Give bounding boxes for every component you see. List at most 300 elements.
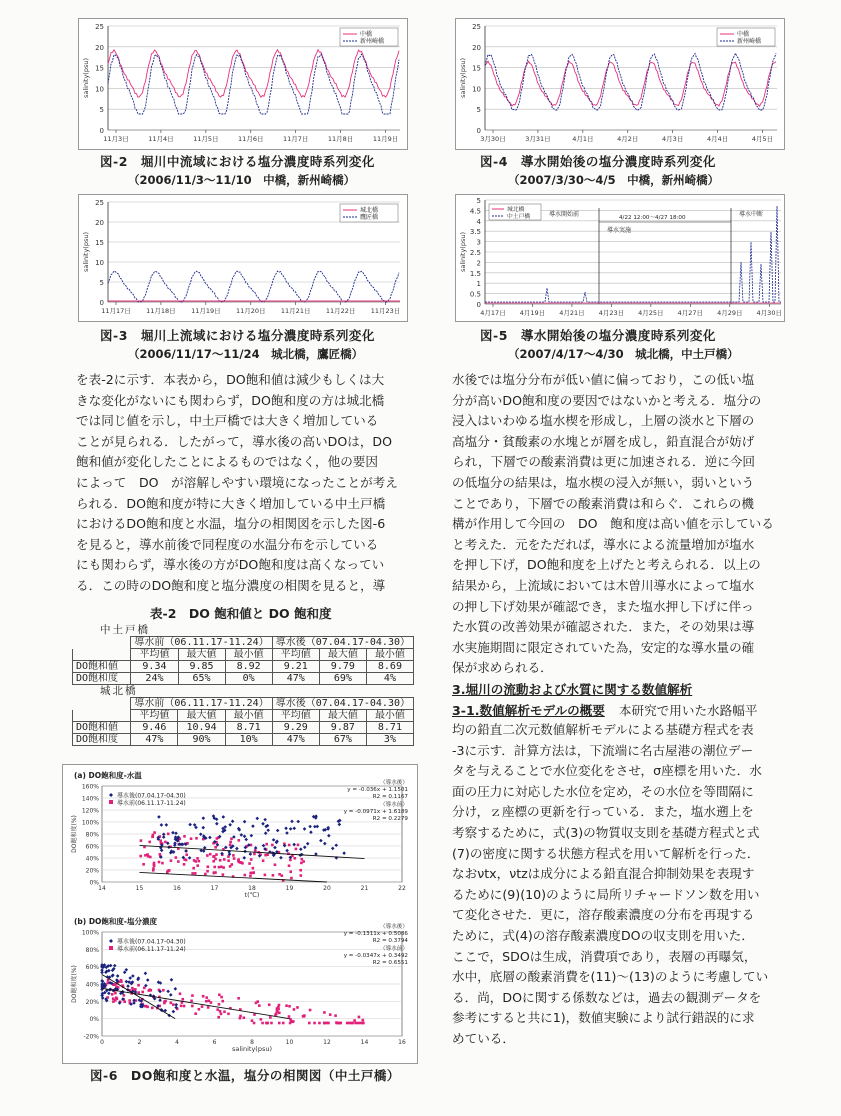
y-axis-label: salinity(psu) [459, 57, 467, 99]
scatter-point-before [350, 1022, 353, 1025]
scatter-point-before [163, 1000, 166, 1003]
y-tick-label: 4.5 [469, 207, 481, 216]
scatter-point-before [214, 846, 217, 849]
period-after: 導水後（07.04.17-04.30） [272, 637, 413, 649]
scatter-point-before [170, 859, 173, 862]
table-cell: 8.69 [366, 661, 413, 673]
scatter-point-before [195, 860, 198, 863]
row-label: DO飽和値 [73, 661, 131, 673]
table-cell: 8.92 [225, 661, 272, 673]
scatter-point-before [191, 994, 194, 997]
scatter-point-before [219, 1010, 222, 1013]
table-cell: 9.29 [272, 722, 319, 734]
x-tick-label: 11月3日 [103, 135, 129, 143]
scatter-point-before [162, 989, 165, 992]
scatter-point-before [276, 1007, 279, 1010]
legend-label: 導水後(07.04.17-04.30) [117, 792, 186, 800]
y-tick-label: 5 [99, 106, 104, 115]
y-tick-label: 120% [81, 807, 99, 815]
x-tick-label: 4月5日 [751, 135, 774, 143]
scatter-point-before [309, 1009, 312, 1012]
scatter-point-before [354, 1022, 357, 1025]
table-cell: 10% [225, 734, 272, 746]
figure-3-chart [78, 194, 408, 322]
x-tick-label: 15 [135, 885, 144, 892]
scatter-point-before [254, 849, 257, 852]
right-body-text-1 [452, 370, 800, 679]
scatter-point-before [271, 844, 274, 847]
scatter-point-before [116, 997, 119, 1000]
right-body-2-line: て変化させた．更に，溶存酸素濃度の分布を再現する [452, 907, 755, 923]
scatter-point-before [111, 993, 114, 996]
x-tick-label: 4月17日 [480, 309, 506, 317]
row-label: DO飽和値 [73, 722, 131, 734]
table-2-title: 表-2 DO 飽和値と DO 飽和度 [150, 606, 332, 621]
scatter-point-before [237, 997, 240, 1000]
section-3-1-first-line: 本研究で用いた水路幅平 [618, 703, 758, 718]
scatter-point-before [164, 841, 167, 844]
left-body-line: ことが見られる．したがって，導水後の高いDOは，DO [76, 433, 393, 449]
scatter-point-before [139, 855, 142, 858]
scatter-point-before [213, 871, 216, 874]
scatter-point-before [282, 1022, 285, 1025]
table-site-name: 城北橋 [100, 685, 138, 697]
y-tick-label: 3 [476, 238, 481, 247]
scatter-point-before [265, 843, 268, 846]
y-tick-label: 80% [85, 831, 99, 839]
figure-2-chart [78, 18, 408, 150]
right-body-1-line: 分が高いDO飽和度の要因ではないかと考える．塩分の [452, 392, 762, 408]
scatter-point-before [143, 987, 146, 990]
right-body-2-line: ここで，SDOは生成，消費項であり，表層の再曝気， [452, 948, 757, 964]
scatter-point-before [291, 1020, 294, 1023]
left-body-line: にも関わらず，導水後の方がDO飽和度は高くなってい [76, 557, 385, 573]
y-axis-label: DO飽和度(%) [71, 965, 78, 1003]
scatter-point-before [153, 862, 156, 865]
scatter-point-before [159, 839, 162, 842]
equation-before: y = -0.0971x + 1.6189 [343, 809, 408, 815]
scatter-point-before [195, 837, 198, 840]
scatter-point-before [252, 871, 255, 874]
equation-label-before: （導水前） [380, 946, 408, 952]
scatter-point-before [177, 860, 180, 863]
figure-4-caption: 図-4 導水開始後の塩分濃度時系列変化 [480, 154, 716, 169]
x-tick-label: 19 [285, 885, 294, 892]
scatter-point-before [303, 1015, 306, 1018]
figure-3-svg [78, 194, 408, 322]
scatter-point-before [179, 992, 182, 995]
x-tick-label: 11月17日 [101, 307, 131, 315]
scatter-point-before [290, 877, 293, 880]
x-tick-label: 20 [323, 885, 331, 892]
legend-label: 導水前(06.11.17-11.24) [117, 800, 186, 807]
y-tick-label: 2.5 [469, 249, 481, 257]
x-tick-label: 3月30日 [480, 135, 506, 143]
x-tick-label: 4月30日 [756, 309, 782, 317]
legend-label: 新州崎橋 [737, 38, 762, 45]
y-tick-label: 15 [95, 64, 104, 73]
x-tick-label: 0 [100, 1039, 104, 1046]
equation-label-before: （導水前） [380, 802, 408, 808]
column-header: 最大値 [319, 649, 366, 661]
section-3-heading: 3.堀川の流動および水質に関する数値解析 [452, 682, 693, 697]
scatter-point-before [229, 865, 232, 868]
scatter-point-before [253, 853, 256, 856]
x-tick-label: 8 [250, 1039, 254, 1046]
scatter-point-before [215, 853, 218, 856]
figure-2-subcaption: （2006/11/3～11/10 中橋，新州崎橋） [128, 173, 356, 187]
scatter-point-before [207, 865, 210, 868]
column-header: 最大値 [178, 710, 225, 722]
scatter-point-before [112, 1000, 115, 1003]
x-tick-label: 4月19日 [519, 309, 546, 317]
y-tick-label: 1.5 [469, 269, 481, 278]
x-tick-label: 16 [173, 885, 181, 892]
x-tick-label: 12 [323, 1039, 331, 1046]
scatter-point-before [255, 1002, 258, 1005]
scatter-point-before [334, 1014, 337, 1017]
scatter-point-before [261, 1022, 264, 1025]
figure-3-subcaption: （2006/11/17～11/24 城北橋，鷹匠橋） [128, 347, 364, 361]
y-tick-label: 0.5 [469, 290, 481, 299]
legend-label: 新州崎橋 [360, 38, 385, 45]
scatter-point-before [205, 1000, 208, 1003]
x-tick-label: 4 [175, 1039, 179, 1046]
x-tick-label: 22 [398, 885, 406, 892]
right-body-1-line: 結果から，上流域においては木曽川導水によって塩水 [452, 577, 755, 593]
x-tick-label: 11月19日 [191, 307, 221, 315]
scatter-point-before [192, 867, 195, 870]
scatter-point-before [218, 993, 221, 996]
scatter-point-before [128, 999, 131, 1002]
right-body-2-line: (7)の密度に関する状態方程式を用いて解析を行った． [452, 845, 760, 861]
scatter-point-before [206, 854, 209, 857]
y-tick-label: 40% [85, 981, 99, 989]
x-tick-label: 4月23日 [598, 309, 625, 317]
scatter-point-before [346, 1022, 349, 1025]
scatter-point-before [194, 1012, 197, 1015]
table-2-site-0 [72, 636, 414, 685]
scatter-point-before [222, 866, 225, 869]
equation-before: y = -0.0347x + 0.3492 [343, 953, 408, 959]
y-tick-label: 0 [476, 127, 481, 135]
table-site-name: 中土戸橋 [100, 624, 150, 636]
scatter-point-before [252, 867, 255, 870]
column-header: 最小値 [366, 710, 413, 722]
scatter-point-before [338, 1022, 341, 1025]
x-tick-label: 2 [137, 1039, 142, 1046]
y-tick-label: 0% [89, 1016, 99, 1024]
table-cell: 9.79 [319, 661, 366, 673]
table-cell: 69% [319, 673, 366, 685]
right-body-2-line: -3に示す．計算方法は，下流端に名古屋港の潮位デー [452, 742, 754, 758]
scatter-point-before [152, 867, 155, 870]
scatter-point-before [190, 1000, 193, 1003]
y-tick-label: 1 [476, 280, 481, 289]
left-body-line: によって DO が溶解しやすい環境になったことが考え [76, 474, 398, 490]
y-tick-label: 5 [476, 197, 481, 205]
panel-title: (a) DO飽和度-水温 [74, 771, 142, 780]
scatter-point-before [137, 984, 140, 987]
y-axis-label: salinity(psu) [82, 231, 90, 273]
scatter-point-before [209, 853, 212, 856]
left-body-line: る．この時のDO飽和度と塩分濃度の相関を見ると，導 [76, 577, 386, 593]
table-cell: 47% [131, 734, 178, 746]
table-2 [72, 624, 414, 746]
scatter-point-before [131, 987, 134, 990]
scatter-point-before [313, 1022, 316, 1025]
scatter-point-before [120, 979, 123, 982]
x-tick-label: 11月20日 [235, 307, 266, 315]
y-tick-label: 15 [472, 64, 481, 73]
scatter-point-before [318, 1022, 321, 1025]
column-header: 平均値 [272, 710, 319, 722]
scatter-point-before [218, 1003, 221, 1006]
x-tick-label: 11月23日 [370, 307, 401, 315]
figure-3-caption: 図-3 堀川上流域における塩分濃度時系列変化 [100, 328, 375, 343]
right-body-1-line: 構が作用して今回の DO 飽和度は高い値を示している [452, 516, 774, 532]
table-cell: 9.87 [319, 722, 366, 734]
x-tick-label: 11月18日 [146, 307, 176, 315]
figure-6-chart [62, 764, 418, 1064]
scatter-point-before [191, 1005, 194, 1008]
y-tick-label: 140% [81, 795, 99, 803]
period-after: 導水後（07.04.17-04.30） [272, 698, 413, 710]
scatter-point-before [243, 1016, 246, 1019]
scatter-point-before [278, 873, 281, 876]
x-tick-label: 4月3日 [662, 135, 684, 143]
scatter-point-before [220, 996, 223, 999]
row-label: DO飽和度 [73, 673, 131, 685]
scatter-point-before [264, 854, 267, 857]
scatter-point-before [170, 1002, 173, 1005]
scatter-point-before [278, 1004, 281, 1007]
x-axis-label: salinity(psu) [231, 1045, 273, 1053]
right-body-2-line: なおνtx，νtzは成分による鉛直混合抑制効果を表現す [452, 866, 755, 882]
y-tick-label: 160% [81, 783, 99, 791]
scatter-point-before [244, 874, 247, 877]
x-tick-label: 4月21日 [559, 309, 585, 317]
right-body-1-line: 浸入はいわゆる塩水楔を形成し，上層の淡水と下層の [452, 413, 755, 429]
scatter-point-before [336, 1022, 339, 1025]
r-squared-after: R2 = 0.3794 [372, 938, 408, 944]
scatter-point-before [278, 1022, 281, 1025]
left-body-line: きな変化がないにも関わらず，DO飽和度の方は城北橋 [76, 392, 385, 408]
y-tick-label: 0 [99, 299, 104, 307]
x-tick-label: 14 [360, 1039, 369, 1046]
scatter-point-before [248, 862, 251, 865]
scatter-point-before [288, 864, 291, 867]
y-tick-label: 10 [472, 85, 481, 94]
y-axis-label: DO飽和度(%) [71, 815, 78, 853]
scatter-point-before [198, 1008, 201, 1011]
scatter-point-before [237, 839, 240, 842]
annotation-during: 導水実施 [607, 227, 632, 234]
scatter-point-before [196, 857, 199, 860]
scatter-point-before [144, 854, 147, 857]
scatter-point-before [214, 858, 217, 861]
scatter-point-before [190, 837, 193, 840]
scatter-point-before [230, 837, 233, 840]
scatter-point-before [141, 991, 144, 994]
scatter-point-before [147, 855, 150, 858]
scatter-point-before [285, 1004, 288, 1007]
scatter-point-before [227, 859, 230, 862]
y-tick-label: 3.5 [469, 228, 481, 237]
table-cell: 8.71 [366, 722, 413, 734]
column-header: 平均値 [131, 710, 178, 722]
scatter-point-before [308, 1022, 311, 1025]
right-body-1-line: 保が求められる． [452, 660, 553, 676]
y-axis-label: salinity(psu) [459, 231, 467, 273]
scatter-point-before [288, 1005, 291, 1008]
scatter-point-before [148, 841, 151, 844]
scatter-point-before [274, 1014, 277, 1017]
y-tick-label: 0% [89, 879, 99, 887]
x-tick-label: 10 [285, 1039, 294, 1046]
scatter-point-before [272, 874, 275, 877]
legend-label: 中橋 [737, 31, 750, 38]
y-tick-label: 10 [95, 259, 104, 267]
column-header: 最小値 [225, 649, 272, 661]
legend-label: 導水前(06.11.17-11.24) [117, 946, 186, 953]
scatter-point-before [270, 1022, 273, 1025]
scatter-point-before [295, 848, 298, 851]
table-cell: 24% [131, 673, 178, 685]
scatter-point-before [166, 871, 169, 874]
scatter-point-before [151, 835, 154, 838]
r-squared-before: R2 = 0.6551 [372, 960, 408, 966]
scatter-point-before [216, 1008, 219, 1011]
scatter-point-before [269, 1016, 272, 1019]
x-axis-label: t(℃) [244, 891, 260, 899]
y-tick-label: 5 [99, 279, 104, 287]
y-tick-label: 100% [81, 819, 99, 827]
legend-label: 導水後(07.04.17-04.30) [117, 938, 186, 946]
right-body-2-line: るために(9)(10)のように局所リチャードソン数を用い [452, 886, 760, 902]
scatter-point-before [194, 872, 197, 875]
scatter-point-before [218, 866, 221, 869]
y-tick-label: 25 [472, 23, 481, 31]
scatter-point-before [223, 858, 226, 861]
x-tick-label: 16 [398, 1039, 406, 1046]
right-body-1-line: の押し下げ効果が確認でき，また塩水押し下げに伴っ [452, 598, 754, 614]
table-cell: 67% [319, 734, 366, 746]
scatter-point-before [205, 996, 208, 999]
scatter-point-before [219, 859, 222, 862]
scatter-point-before [253, 1022, 256, 1025]
scatter-point-before [220, 1013, 223, 1016]
table-cell: 47% [272, 734, 319, 746]
scatter-point-before [299, 869, 302, 872]
table-cell: 0% [225, 673, 272, 685]
right-body-1-line: 高塩分・貧酸素の水塊とが層を成し，鉛直混合が妨げ [452, 433, 755, 449]
panel-title: (b) DO飽和度-塩分濃度 [74, 917, 158, 926]
y-tick-label: 5 [476, 106, 481, 115]
scatter-point-before [213, 866, 216, 869]
scatter-point-before [299, 874, 302, 877]
right-body-2-line: 面の圧力に対応した水位を定め，その水位を等間隔に [452, 783, 754, 799]
scatter-point-before [239, 1015, 242, 1018]
table-cell: 9.46 [131, 722, 178, 734]
scatter-point-before [302, 860, 305, 863]
y-axis-label: salinity(psu) [82, 57, 90, 99]
scatter-point-before [250, 858, 253, 861]
scatter-point-before [146, 1006, 149, 1009]
x-tick-label: 4月29日 [717, 309, 743, 317]
figure-4-chart [455, 18, 785, 150]
left-body-line: におけるDO飽和度と水温，塩分の相関図を示した図-6 [76, 516, 386, 532]
y-tick-label: 0 [476, 301, 481, 309]
x-tick-label: 18 [248, 885, 256, 892]
right-body-1-line: を押し下げ，DO飽和度を上げたと考えられる．以上の [452, 557, 761, 573]
figure-2-svg [78, 18, 408, 150]
x-tick-label: 11月22日 [325, 307, 356, 315]
right-body-1-line: 水実施期間に限定されていた為，安定的な導水量の確 [452, 639, 755, 655]
x-tick-label: 14 [98, 885, 106, 892]
scatter-point-before [140, 839, 143, 842]
scatter-point-before [114, 992, 117, 995]
x-tick-label: 4月1日 [572, 135, 594, 143]
column-header: 最大値 [319, 710, 366, 722]
scatter-point-before [293, 1008, 296, 1011]
table-cell: 9.85 [178, 661, 225, 673]
scatter-point-before [180, 1005, 183, 1008]
scatter-point-before [241, 862, 244, 865]
left-body-line: では同じ値を示し，中土戸橋では大きく増加している [76, 413, 379, 429]
scatter-point-before [297, 844, 300, 847]
right-body-text-2 [452, 720, 800, 1050]
scatter-point-before [353, 1019, 356, 1022]
scatter-point-before [151, 1007, 154, 1010]
y-tick-label: 25 [95, 23, 104, 31]
scatter-point-before [327, 1022, 330, 1025]
left-body-line: を見ると，導水前後で同程度の水温分布を示している [76, 536, 379, 552]
right-body-1-line: と考えた．元をただれば，導水による流量増加が塩水 [452, 536, 755, 552]
y-tick-label: 2 [476, 259, 481, 268]
scatter-point-before [289, 1022, 292, 1025]
scatter-point-before [266, 1022, 269, 1025]
scatter-point-before [293, 857, 296, 860]
legend-label: 城北橋 [360, 207, 379, 214]
scatter-point-before [262, 859, 265, 862]
table-cell: 10.94 [178, 722, 225, 734]
y-tick-label: 15 [95, 239, 104, 247]
x-tick-label: 6 [212, 1039, 217, 1046]
scatter-point-before [167, 833, 170, 836]
equation-after: y = -0.036x + 1.1501 [347, 787, 408, 793]
y-tick-label: 4 [476, 217, 481, 226]
scatter-point-before [123, 1000, 126, 1003]
legend-marker-before [109, 800, 113, 804]
x-tick-label: 4月25日 [638, 309, 664, 317]
table-cell: 9.21 [272, 661, 319, 673]
scatter-point-before [183, 835, 186, 838]
scatter-point-before [300, 862, 303, 865]
scatter-point-before [212, 860, 215, 863]
legend-label: 鷹匠橋 [360, 214, 379, 221]
scatter-point-before [212, 855, 215, 858]
figure-6-caption: 図-6 DO飽和度と水温，塩分の相関図（中土戸橋） [90, 1068, 400, 1083]
legend-label: 城北橋 [507, 207, 525, 213]
x-tick-label: 11月6日 [238, 135, 264, 143]
table-cell: 3% [366, 734, 413, 746]
scatter-point-before [253, 1013, 256, 1016]
scatter-point-before [220, 865, 223, 868]
scatter-point-before [191, 872, 194, 875]
x-tick-label: 17 [210, 885, 219, 892]
scatter-point-before [221, 1000, 224, 1003]
